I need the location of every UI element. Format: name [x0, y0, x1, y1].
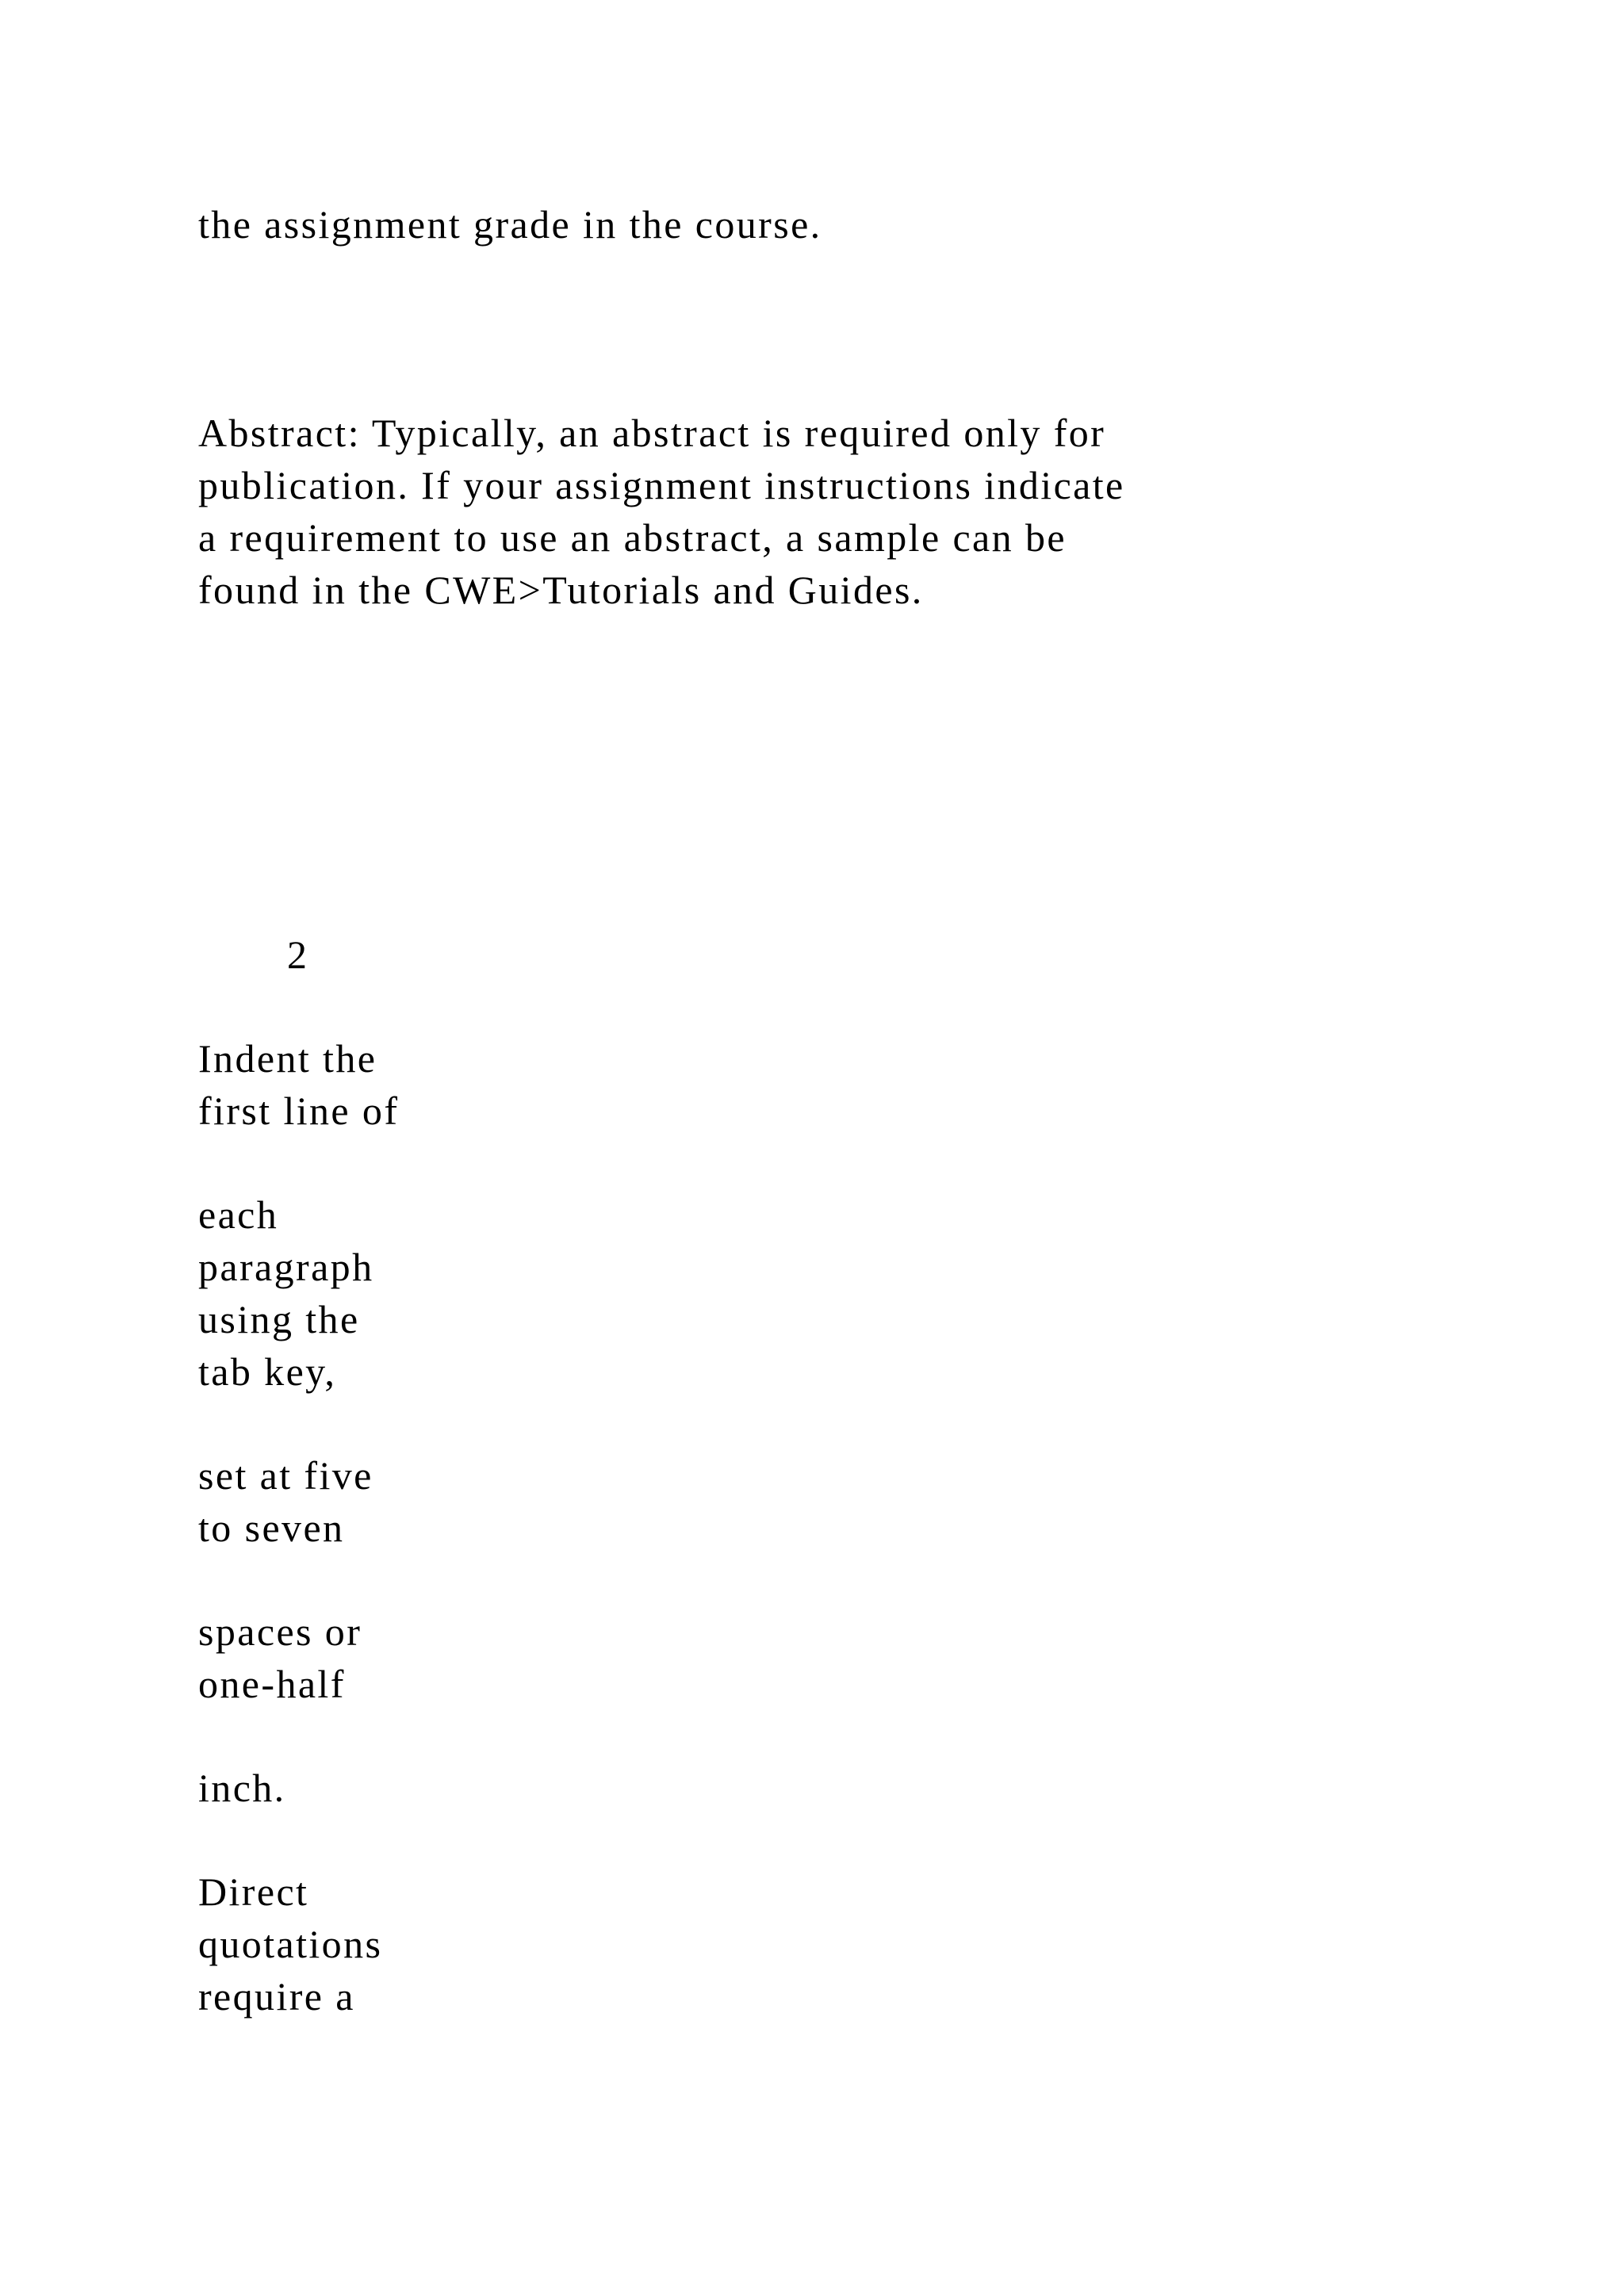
abstract-line: a requirement to use an abstract, a sample can be	[198, 515, 1067, 560]
note-line: spaces or	[198, 1609, 362, 1654]
abstract-line: Abstract: Typically, an abstract is required only for	[198, 411, 1106, 455]
note-line: to seven	[198, 1506, 345, 1550]
intro-line: the assignment grade in the course.	[198, 202, 822, 247]
note-line: inch.	[198, 1766, 286, 1810]
note-line: using the	[198, 1297, 360, 1341]
abstract-line: found in the CWE>Tutorials and Guides.	[198, 568, 924, 612]
note-line: tab key,	[198, 1349, 337, 1394]
note-line: set at five	[198, 1453, 373, 1498]
note-line: one-half	[198, 1662, 346, 1706]
note-line: require a	[198, 1974, 355, 2019]
note-line: quotations	[198, 1922, 383, 1966]
note-line: paragraph	[198, 1245, 374, 1289]
note-line: first line of	[198, 1089, 400, 1133]
note-line: Direct	[198, 1869, 309, 1914]
page-number: 2	[287, 932, 307, 977]
note-line: Indent the	[198, 1036, 377, 1081]
note-line: each	[198, 1192, 279, 1237]
abstract-line: publication. If your assignment instructions indicate	[198, 463, 1125, 507]
